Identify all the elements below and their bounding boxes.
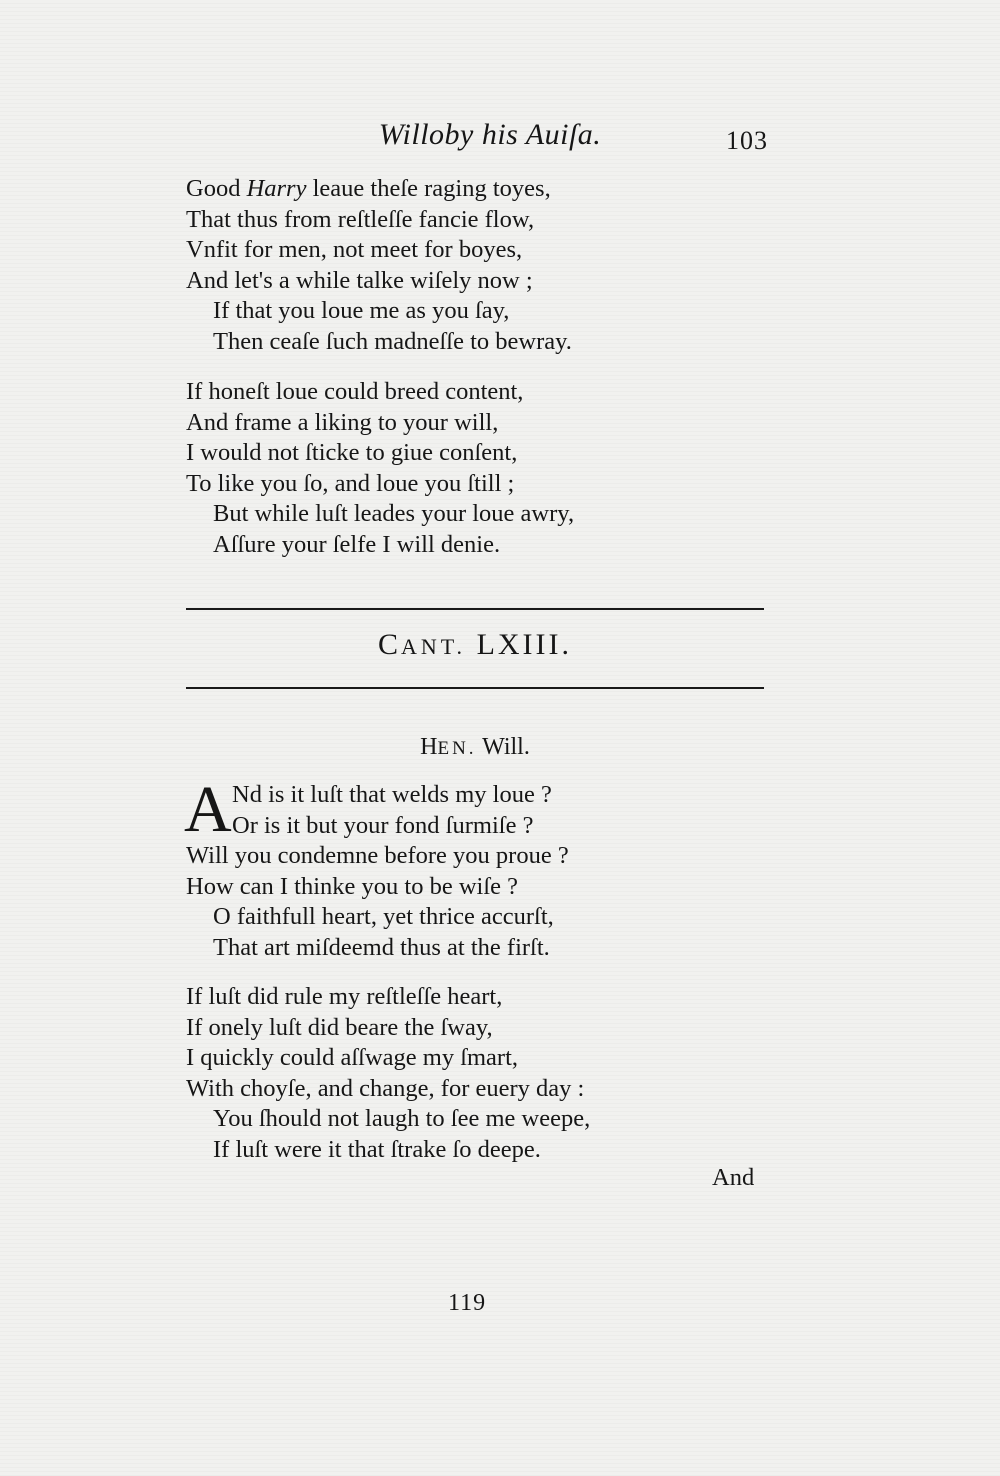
verse-line: And frame a liking to your will, xyxy=(186,408,499,436)
verse-line: If that you loue me as you ſay, xyxy=(213,297,510,324)
divider-rule-bottom xyxy=(186,687,764,689)
verse-line: How can I thinke you to be wiſe ? xyxy=(186,872,519,900)
page-number-top: 103 xyxy=(726,126,768,155)
verse-line: If luſt did rule my reſtleſſe heart, xyxy=(186,983,503,1010)
verse-line: You ſhould not laugh to ſee me weepe, xyxy=(213,1105,591,1132)
verse-line: If honeſt loue could breed content, xyxy=(186,378,524,405)
speaker-heading: HEN. Will. xyxy=(420,734,530,760)
verse-line: Vnfit for men, not meet for boyes, xyxy=(186,236,523,263)
verse-line: Nd is it luſt that welds my loue ? xyxy=(232,781,552,808)
drop-cap: A xyxy=(184,773,232,846)
verse-line: Will you condemne before you proue ? xyxy=(186,842,569,869)
catchword: And xyxy=(712,1164,755,1191)
page-number-bottom: 119 xyxy=(448,1290,487,1316)
running-title: Willoby his Auiſa. xyxy=(378,118,602,151)
verse-line: If luſt were it that ſtrake ſo deepe. xyxy=(213,1135,541,1163)
verse-line: That thus from reſtleſſe fancie flow, xyxy=(186,205,535,233)
verse-line: But while luſt leades your loue awry, xyxy=(213,500,575,527)
verse-line: Aſſure your ſelfe I will denie. xyxy=(213,530,501,558)
verse-line: Then ceaſe ſuch madneſſe to bewray. xyxy=(213,327,572,355)
verse-line: If onely luſt did beare the ſway, xyxy=(186,1013,493,1041)
verse-line: Or is it but your fond ſurmiſe ? xyxy=(232,811,534,839)
divider-rule-top xyxy=(186,608,764,610)
verse-line: Good Harry leaue theſe raging toyes, xyxy=(186,175,551,202)
verse-line: O faithfull heart, yet thrice accurſt, xyxy=(213,903,554,930)
name-italic: Harry xyxy=(246,175,307,202)
verse-line: That art miſdeemd thus at the firſt. xyxy=(213,933,550,961)
verse-line: I quickly could aſſwage my ſmart, xyxy=(186,1044,519,1071)
verse-line: To like you ſo, and loue you ſtill ; xyxy=(186,469,515,497)
stanza-1 xyxy=(186,174,746,357)
stanza-3 xyxy=(184,773,746,963)
verse-line: And let's a while talke wiſely now ; xyxy=(186,266,533,294)
verse-line: With choyſe, and change, for euery day : xyxy=(186,1074,585,1102)
canto-heading: CANT. LXIII. xyxy=(377,628,573,661)
verse-line: I would not ſticke to giue conſent, xyxy=(186,439,518,466)
stanza-2 xyxy=(186,377,746,560)
stanza-4 xyxy=(186,982,746,1165)
drop-cap-block xyxy=(184,773,746,846)
